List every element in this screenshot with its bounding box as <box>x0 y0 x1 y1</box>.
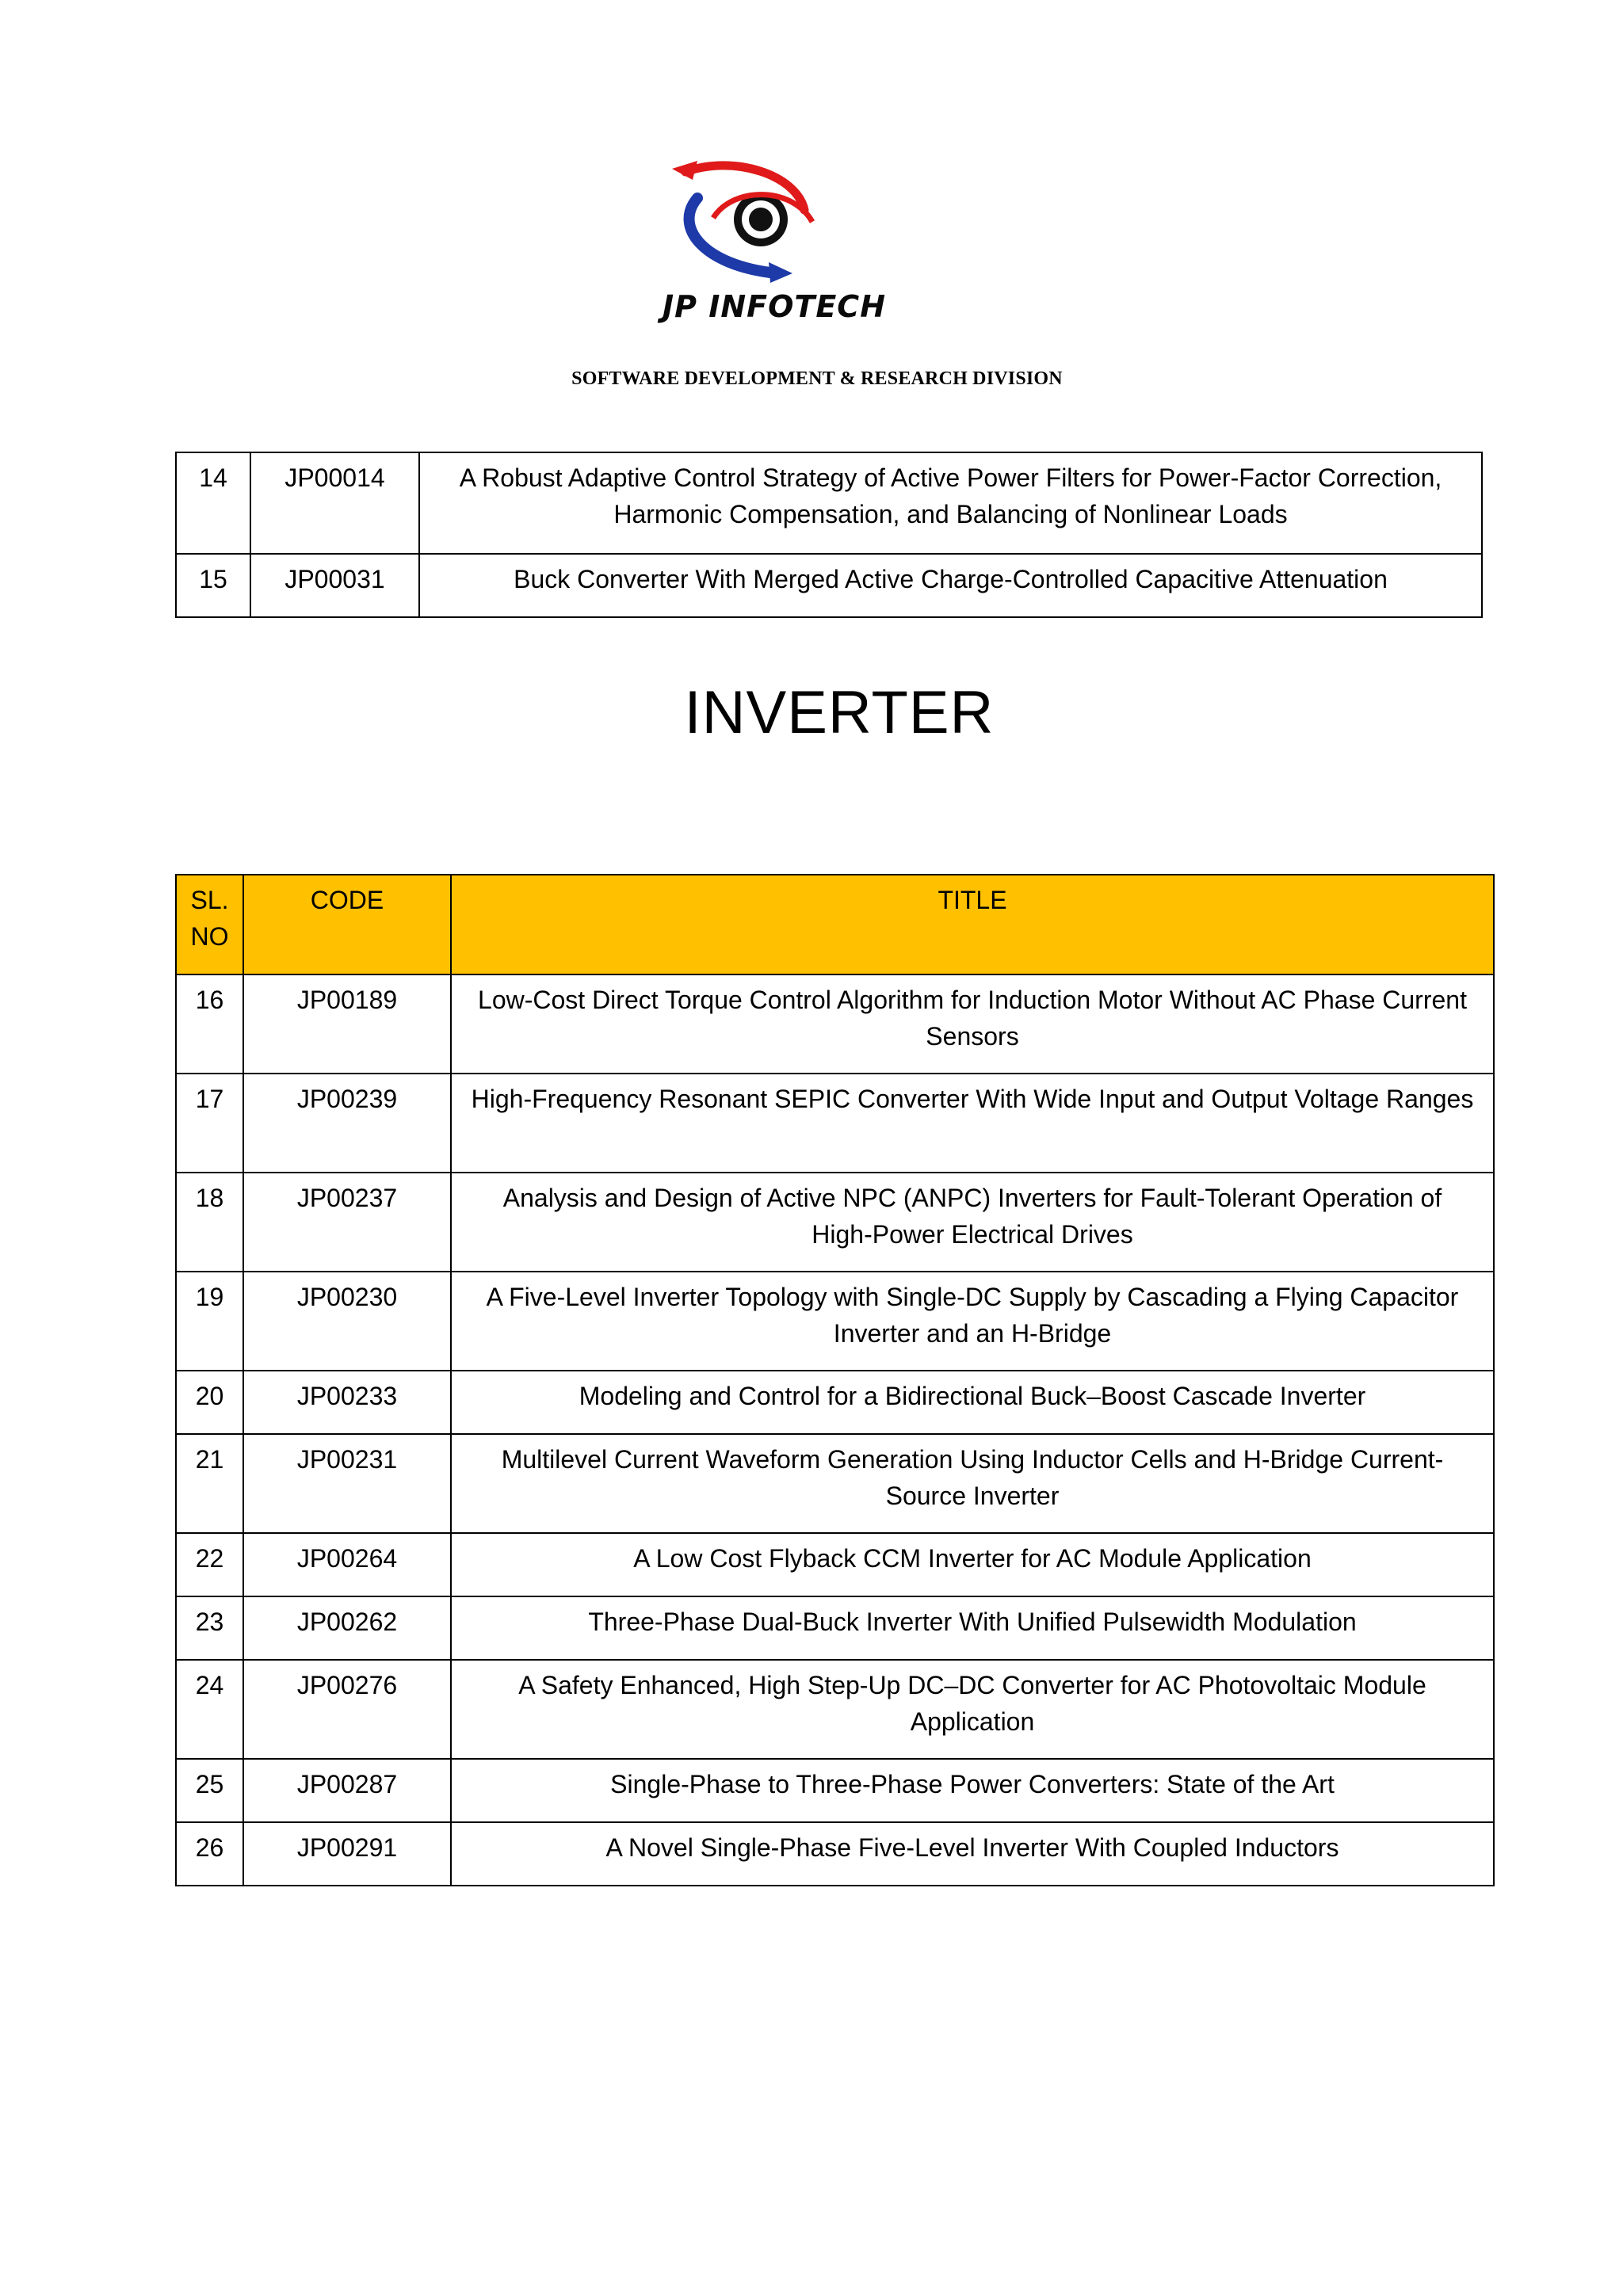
row-number: 20 <box>176 1371 243 1434</box>
row-title: Multilevel Current Waveform Generation Using Inductor Cells and H-Bridge Current-Source Inverter <box>451 1434 1494 1533</box>
row-title: A Robust Adaptive Control Strategy of Active Power Filters for Power-Factor Correction, Harmonic Compensation, and Balancing of Nonlinear Loads <box>419 452 1482 554</box>
table-row <box>176 554 1482 617</box>
row-code: JP00231 <box>243 1434 451 1533</box>
row-number: 22 <box>176 1533 243 1596</box>
table-row <box>176 1533 1494 1596</box>
previous-table <box>175 452 1483 618</box>
row-number: 15 <box>176 554 250 617</box>
row-code: JP00239 <box>243 1074 451 1173</box>
table-row <box>176 1074 1494 1173</box>
row-title: Modeling and Control for a Bidirectional Buck–Boost Cascade Inverter <box>451 1371 1494 1434</box>
row-code: JP00291 <box>243 1822 451 1886</box>
row-code: JP00276 <box>243 1660 451 1759</box>
row-number: 19 <box>176 1272 243 1371</box>
table-row <box>176 1596 1494 1660</box>
row-title: Buck Converter With Merged Active Charge-Controlled Capacitive Attenuation <box>419 554 1482 617</box>
table-row <box>176 1173 1494 1272</box>
row-title: Three-Phase Dual-Buck Inverter With Unified Pulsewidth Modulation <box>451 1596 1494 1660</box>
division-heading: SOFTWARE DEVELOPMENT & RESEARCH DIVISION <box>571 368 1063 389</box>
section-title: INVERTER <box>684 679 995 746</box>
row-title: Low-Cost Direct Torque Control Algorithm for Induction Motor Without AC Phase Current Sensors <box>451 974 1494 1074</box>
row-code: JP00264 <box>243 1533 451 1596</box>
row-number: 16 <box>176 974 243 1074</box>
row-number: 26 <box>176 1822 243 1886</box>
row-code: JP00189 <box>243 974 451 1074</box>
row-code: JP00237 <box>243 1173 451 1272</box>
brand-name: JP INFOTECH <box>663 289 886 324</box>
table-row <box>176 974 1494 1074</box>
row-title: Single-Phase to Three-Phase Power Converters: State of the Art <box>451 1759 1494 1822</box>
header-sl-no: SL. NO <box>176 875 243 974</box>
table-row <box>176 1822 1494 1886</box>
row-number: 17 <box>176 1074 243 1173</box>
row-title: A Novel Single-Phase Five-Level Inverter With Coupled Inductors <box>451 1822 1494 1886</box>
table-row <box>176 1371 1494 1434</box>
jp-infotech-logo-icon <box>658 154 896 285</box>
header-title: TITLE <box>451 875 1494 974</box>
table-row <box>176 1759 1494 1822</box>
row-title: A Five-Level Inverter Topology with Single-DC Supply by Cascading a Flying Capacitor Inverter and an H-Bridge <box>451 1272 1494 1371</box>
row-code: JP00031 <box>250 554 419 617</box>
header-code: CODE <box>243 875 451 974</box>
row-title: High-Frequency Resonant SEPIC Converter With Wide Input and Output Voltage Ranges <box>451 1074 1494 1173</box>
row-number: 24 <box>176 1660 243 1759</box>
row-code: JP00287 <box>243 1759 451 1822</box>
row-code: JP00262 <box>243 1596 451 1660</box>
row-title: Analysis and Design of Active NPC (ANPC) Inverters for Fault-Tolerant Operation of High-Power Electrical Drives <box>451 1173 1494 1272</box>
table-header-row <box>176 875 1494 974</box>
row-title: A Safety Enhanced, High Step-Up DC–DC Converter for AC Photovoltaic Module Application <box>451 1660 1494 1759</box>
row-code: JP00233 <box>243 1371 451 1434</box>
row-number: 18 <box>176 1173 243 1272</box>
row-code: JP00014 <box>250 452 419 554</box>
row-number: 23 <box>176 1596 243 1660</box>
table-row <box>176 1434 1494 1533</box>
row-number: 25 <box>176 1759 243 1822</box>
table-row <box>176 452 1482 554</box>
row-code: JP00230 <box>243 1272 451 1371</box>
inverter-table <box>175 874 1495 1886</box>
table-row <box>176 1272 1494 1371</box>
row-number: 14 <box>176 452 250 554</box>
row-title: A Low Cost Flyback CCM Inverter for AC Module Application <box>451 1533 1494 1596</box>
row-number: 21 <box>176 1434 243 1533</box>
brand-logo <box>658 154 896 337</box>
table-row <box>176 1660 1494 1759</box>
